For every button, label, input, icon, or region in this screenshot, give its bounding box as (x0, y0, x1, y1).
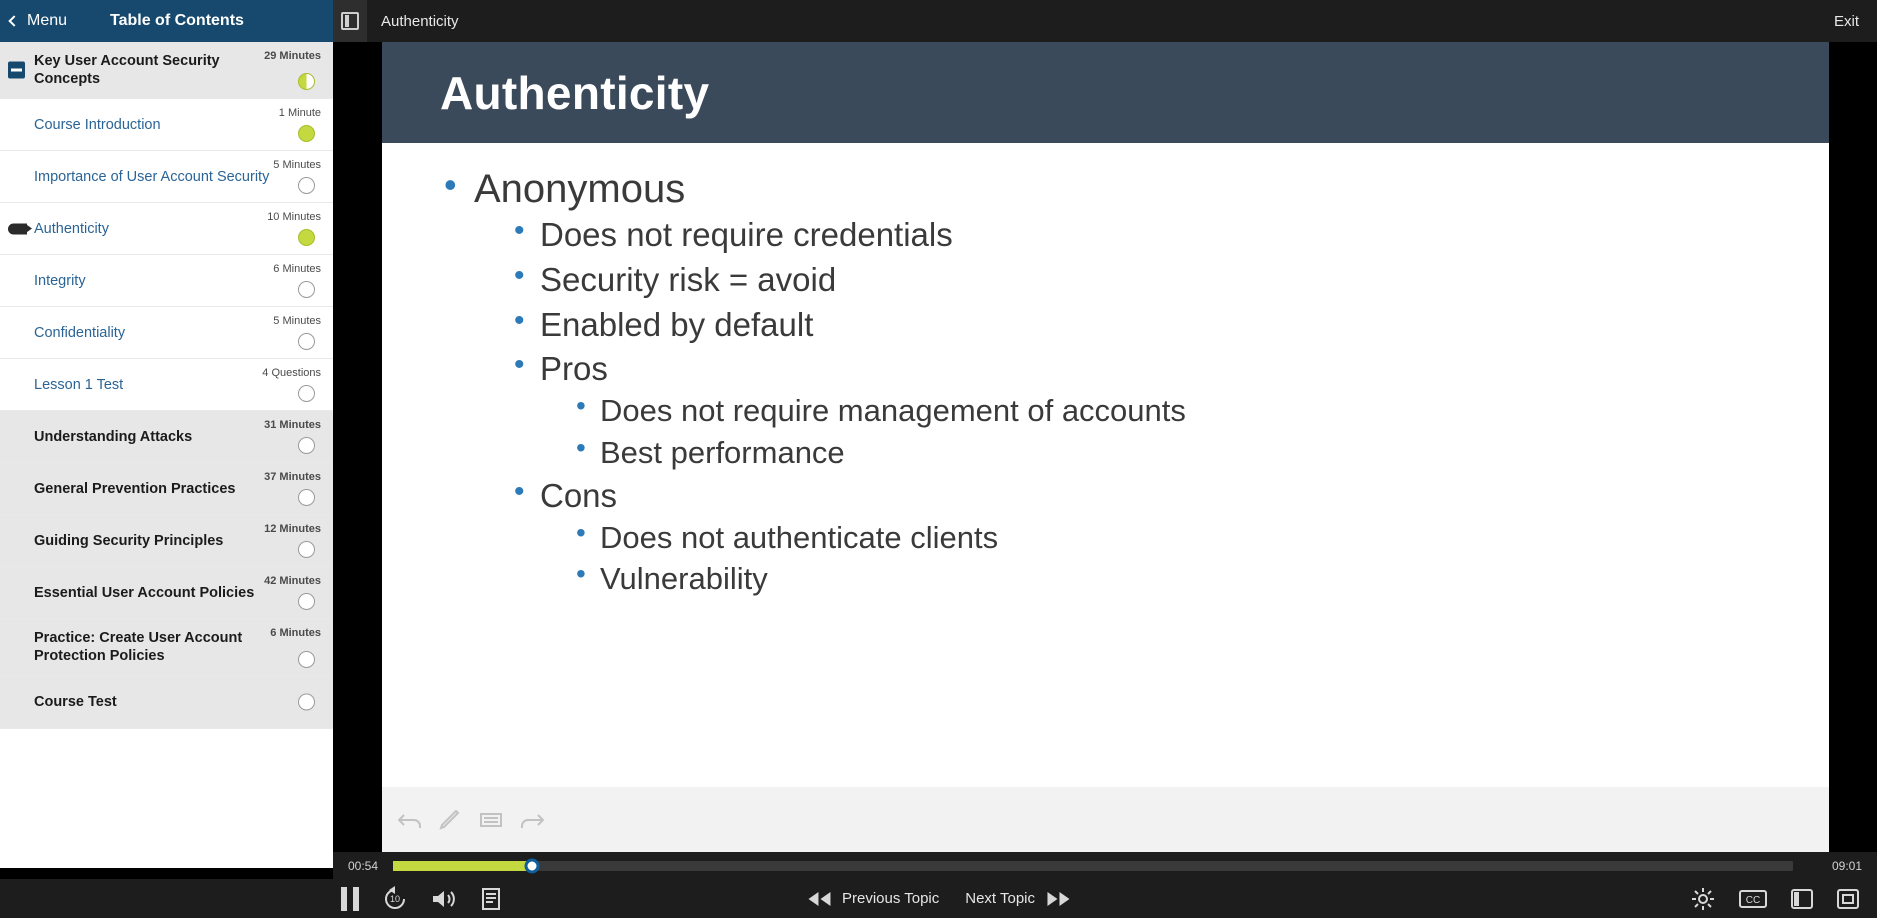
slide-bullet-text: Cons (540, 476, 618, 514)
seek-fill (393, 861, 532, 871)
toc-item-duration: 6 Minutes (273, 263, 321, 276)
slide-sub-bullet-list (572, 391, 1829, 473)
closed-caption-icon[interactable] (1739, 889, 1767, 909)
slide-bullet (510, 348, 1829, 472)
fast-forward-icon (1045, 890, 1071, 908)
pen-icon[interactable] (438, 809, 464, 831)
toc-item-duration: 5 Minutes (273, 315, 321, 328)
toc-list (0, 42, 333, 729)
current-topic-marker-icon (8, 223, 27, 234)
toc-item-label: Understanding Attacks (34, 428, 193, 445)
toc-item-status-indicator (298, 125, 315, 142)
slide-header (382, 42, 1829, 143)
seek-bar[interactable] (333, 852, 1877, 879)
menu-button[interactable] (0, 12, 67, 30)
current-topic-title: Authenticity (381, 12, 459, 30)
toc-item-label: Guiding Security Principles (34, 532, 224, 549)
rewind-seconds-label: 10 (389, 893, 400, 904)
menu-button-label: Menu (27, 12, 68, 29)
svg-text:CC: CC (1745, 894, 1761, 906)
toc-item-label: Practice: Create User Account Protection Policies (34, 630, 243, 665)
slide-bullet (510, 214, 1829, 257)
toc-item-duration: 5 Minutes (273, 159, 321, 172)
toc-item-status-indicator (298, 333, 315, 350)
toc-item-status-indicator (298, 281, 315, 298)
toc-item[interactable] (0, 151, 333, 203)
slide-bullet (572, 518, 1829, 558)
seek-thumb[interactable] (524, 858, 539, 873)
slide-bullet (510, 304, 1829, 347)
toc-item-duration: 31 Minutes (264, 419, 321, 432)
slide-bullet (440, 165, 1829, 599)
slide-bullet-text: Pros (540, 350, 608, 388)
toc-item-status-indicator (298, 437, 315, 454)
player-header (333, 0, 1877, 42)
toc-item-label: Essential User Account Policies (34, 584, 255, 601)
toc-item[interactable] (0, 515, 333, 567)
slide-bullet (572, 391, 1829, 431)
toc-item-label: Lesson 1 Test (34, 376, 124, 393)
slide-bullet (510, 259, 1829, 302)
collapse-sidebar-button[interactable] (333, 0, 367, 42)
toc-item[interactable] (0, 567, 333, 619)
next-topic-button[interactable] (965, 890, 1071, 908)
toc-item-label: General Prevention Practices (34, 480, 236, 497)
slide-bullet-text: Does not require credentials (540, 215, 953, 253)
volume-button[interactable] (430, 887, 458, 911)
toc-item-duration: 42 Minutes (264, 575, 321, 588)
toc-item[interactable] (0, 99, 333, 151)
toc-item-label: Authenticity (34, 220, 109, 237)
slide-body (382, 143, 1829, 599)
toc-item[interactable] (0, 463, 333, 515)
slide-bullet-text: Vulnerability (600, 561, 768, 597)
toc-item[interactable] (0, 359, 333, 411)
toc-item-duration: 10 Minutes (267, 211, 321, 224)
pause-bar-left (341, 887, 347, 911)
slide-bullet (510, 475, 1829, 599)
toc-item[interactable] (0, 203, 333, 255)
duration-time: 09:01 (1831, 858, 1863, 873)
notes-icon[interactable] (478, 809, 504, 831)
toc-item[interactable] (0, 255, 333, 307)
toc-item-status-indicator (298, 593, 315, 610)
toc-item-status-indicator (298, 489, 315, 506)
redo-icon[interactable] (518, 809, 544, 831)
slide-bullet-text: Security risk = avoid (540, 260, 837, 298)
pause-bar-right (353, 887, 359, 911)
exit-button[interactable]: Exit (1833, 12, 1859, 30)
toc-item-duration: 29 Minutes (264, 50, 321, 62)
toc-item[interactable] (0, 619, 333, 676)
slide-bullet-text: Does not require management of accounts (600, 393, 1186, 429)
slide-stage (333, 42, 1877, 852)
toc-item-status-indicator (298, 385, 315, 402)
rewind-10-button[interactable] (382, 886, 408, 912)
player-settings-controls (1691, 887, 1859, 911)
toc-title: Table of Contents (110, 12, 244, 29)
slide-title: Authenticity (440, 66, 710, 119)
player-controls (0, 879, 1877, 918)
seek-track[interactable] (393, 861, 1793, 871)
toc-item[interactable] (0, 42, 333, 99)
elapsed-time: 00:54 (347, 858, 379, 873)
toc-item[interactable] (0, 677, 333, 729)
panel-collapse-icon (341, 12, 359, 30)
toc-item-label: Confidentiality (34, 324, 126, 341)
slide-tool-strip (382, 787, 1829, 852)
table-of-contents-sidebar[interactable] (0, 42, 333, 868)
slide-bullet-text: Best performance (600, 434, 845, 470)
toc-header (0, 0, 333, 42)
toc-item-label: Course Introduction (34, 116, 161, 133)
toc-item-status-indicator (298, 651, 315, 668)
toc-collapse-icon[interactable] (8, 62, 25, 79)
chevron-left-icon (8, 15, 19, 26)
toc-item-duration: 1 Minute (278, 107, 321, 120)
settings-gear-icon[interactable] (1691, 887, 1715, 911)
slide-bullet (572, 559, 1829, 599)
top-bar (0, 0, 1877, 42)
slide-bullet-text: Enabled by default (540, 305, 814, 343)
toc-item-label: Importance of User Account Security (34, 168, 270, 185)
toc-item-status-indicator (298, 73, 315, 90)
toc-item[interactable] (0, 411, 333, 463)
toc-item-duration: 37 Minutes (264, 471, 321, 484)
previous-topic-button[interactable] (806, 890, 939, 908)
toc-item-label: Course Test (34, 693, 117, 710)
toc-item-label: Integrity (34, 272, 86, 289)
slide-sub-bullet-list (510, 214, 1829, 600)
topic-navigation (806, 890, 1071, 908)
slide (382, 42, 1829, 787)
toc-item-label: Key User Account Security Concepts (34, 53, 220, 88)
previous-topic-label: Previous Topic (841, 890, 940, 907)
toc-item-status-indicator (298, 541, 315, 558)
toc-item-duration: 12 Minutes (264, 523, 321, 536)
slide-bullet-list (440, 165, 1829, 599)
toc-item[interactable] (0, 307, 333, 359)
rewind-icon (806, 890, 832, 908)
toc-item-duration: 4 Questions (262, 367, 321, 380)
toc-item-status-indicator (298, 177, 315, 194)
playback-controls (340, 886, 502, 912)
transcript-button[interactable] (480, 887, 502, 911)
toc-item-duration: 6 Minutes (270, 627, 321, 640)
slide-bullet-text: Does not authenticate clients (600, 519, 999, 555)
slide-bullet-text: Anonymous (474, 167, 686, 211)
toc-item-status-indicator (298, 229, 315, 246)
toggle-sidebar-icon[interactable] (1791, 888, 1813, 910)
pause-button[interactable] (340, 887, 360, 911)
fullscreen-icon[interactable] (1837, 888, 1859, 910)
slide-sub-bullet-list (572, 518, 1829, 600)
slide-bullet (572, 433, 1829, 473)
next-topic-label: Next Topic (965, 890, 1036, 907)
undo-icon[interactable] (398, 809, 424, 831)
toc-item-status-indicator (298, 694, 315, 711)
